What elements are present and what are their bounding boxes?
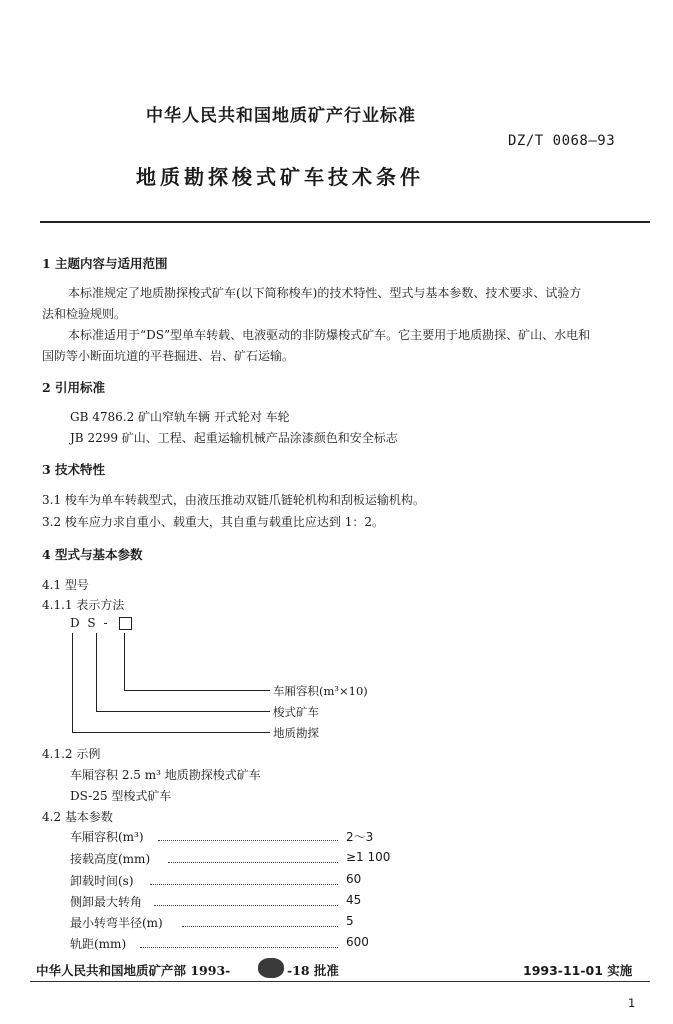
param-label: 轨距(mm): [70, 937, 127, 951]
diagram-line-vertical-s: [96, 633, 97, 711]
diagram-line-horizontal-s: [96, 711, 270, 712]
param-label: 卸载时间(s): [70, 874, 134, 888]
diagram-line-horizontal-box: [124, 690, 270, 691]
diagram-line-vertical-box: [124, 633, 125, 690]
section-1-p2-line2: 国防等小断面坑道的平巷掘进、岩、矿石运输。: [42, 349, 295, 363]
diagram-line-vertical-d: [72, 633, 73, 732]
section-4-heading: 4 型式与基本参数: [42, 547, 143, 562]
footer-rule: [30, 981, 650, 982]
section-2-heading: 2 引用标准: [42, 380, 106, 395]
param-value: 60: [346, 872, 362, 886]
diagram-label-geological-exploration: 地质勘探: [273, 726, 319, 740]
model-code-placeholder-box: [119, 617, 132, 630]
diagram-label-volume: 车厢容积(m³×10): [273, 684, 368, 698]
param-leader: [158, 840, 338, 841]
param-label: 侧卸最大转角: [70, 895, 143, 909]
page-number: 1: [628, 996, 636, 1010]
param-label: 最小转弯半径(m): [70, 916, 163, 930]
subsection-4-1: 4.1 型号: [42, 578, 89, 592]
param-value: ≥1 100: [346, 850, 391, 864]
param-value: 2～3: [346, 830, 374, 844]
subsection-4-2: 4.2 基本参数: [42, 810, 113, 824]
param-leader: [140, 947, 338, 948]
subsection-4-1-1: 4.1.1 表示方法: [42, 598, 125, 612]
param-value: 45: [346, 893, 362, 907]
section-1-p2-line1: 本标准适用于“DS”型单车转载、电液驱动的非防爆梭式矿车。它主要用于地质勘探、矿山、水电和: [68, 328, 591, 342]
param-value: 600: [346, 935, 369, 949]
param-label: 车厢容积(m³): [70, 830, 144, 844]
section-3-item-2: 3.2 梭车应力求自重小、载重大，其自重与载重比应达到 1：2。: [42, 515, 384, 529]
diagram-line-horizontal-d: [72, 732, 270, 733]
org-title: 中华人民共和国地质矿产行业标准: [146, 106, 416, 126]
example-line-1: 车厢容积 2.5 m³ 地质勘探梭式矿车: [70, 768, 261, 782]
example-line-2: DS-25 型梭式矿车: [70, 789, 172, 803]
section-1-heading: 1 主题内容与适用范围: [42, 256, 168, 271]
seal-stamp-mark: [258, 958, 284, 978]
footer-issuer: 中华人民共和国地质矿产部 1993-: [36, 963, 231, 978]
standard-code: DZ/T 0068—93: [508, 133, 616, 149]
reference-1: GB 4786.2 矿山窄轨车辆 开式轮对 车轮: [70, 410, 290, 424]
param-leader: [182, 926, 338, 927]
param-leader: [154, 905, 338, 906]
subsection-4-1-2: 4.1.2 示例: [42, 747, 101, 761]
section-1-p1-line2: 法和检验规则。: [42, 307, 127, 321]
section-3-item-1: 3.1 梭车为单车转载型式，由液压推动双链爪链轮机构和刮板运输机构。: [42, 493, 425, 507]
param-leader: [150, 884, 338, 885]
doc-title: 地质勘探梭式矿车技术条件: [136, 165, 424, 189]
param-label: 接载高度(mm): [70, 852, 151, 866]
reference-2: JB 2299 矿山、工程、起重运输机械产品涂漆颜色和安全标志: [70, 431, 398, 445]
section-1-p1-line1: 本标准规定了地质勘探梭式矿车(以下简称梭车)的技术特性、型式与基本参数、技术要求、试验方: [68, 286, 582, 300]
model-code-letters: D S -: [70, 616, 110, 630]
header-rule: [40, 221, 650, 223]
param-leader: [168, 862, 338, 863]
footer-effective-date: 1993-11-01 实施: [523, 963, 633, 978]
section-3-heading: 3 技术特性: [42, 462, 106, 477]
footer-issue-date-suffix: -18 批准: [287, 963, 339, 978]
diagram-label-shuttle-car: 梭式矿车: [273, 705, 319, 719]
param-value: 5: [346, 914, 354, 928]
